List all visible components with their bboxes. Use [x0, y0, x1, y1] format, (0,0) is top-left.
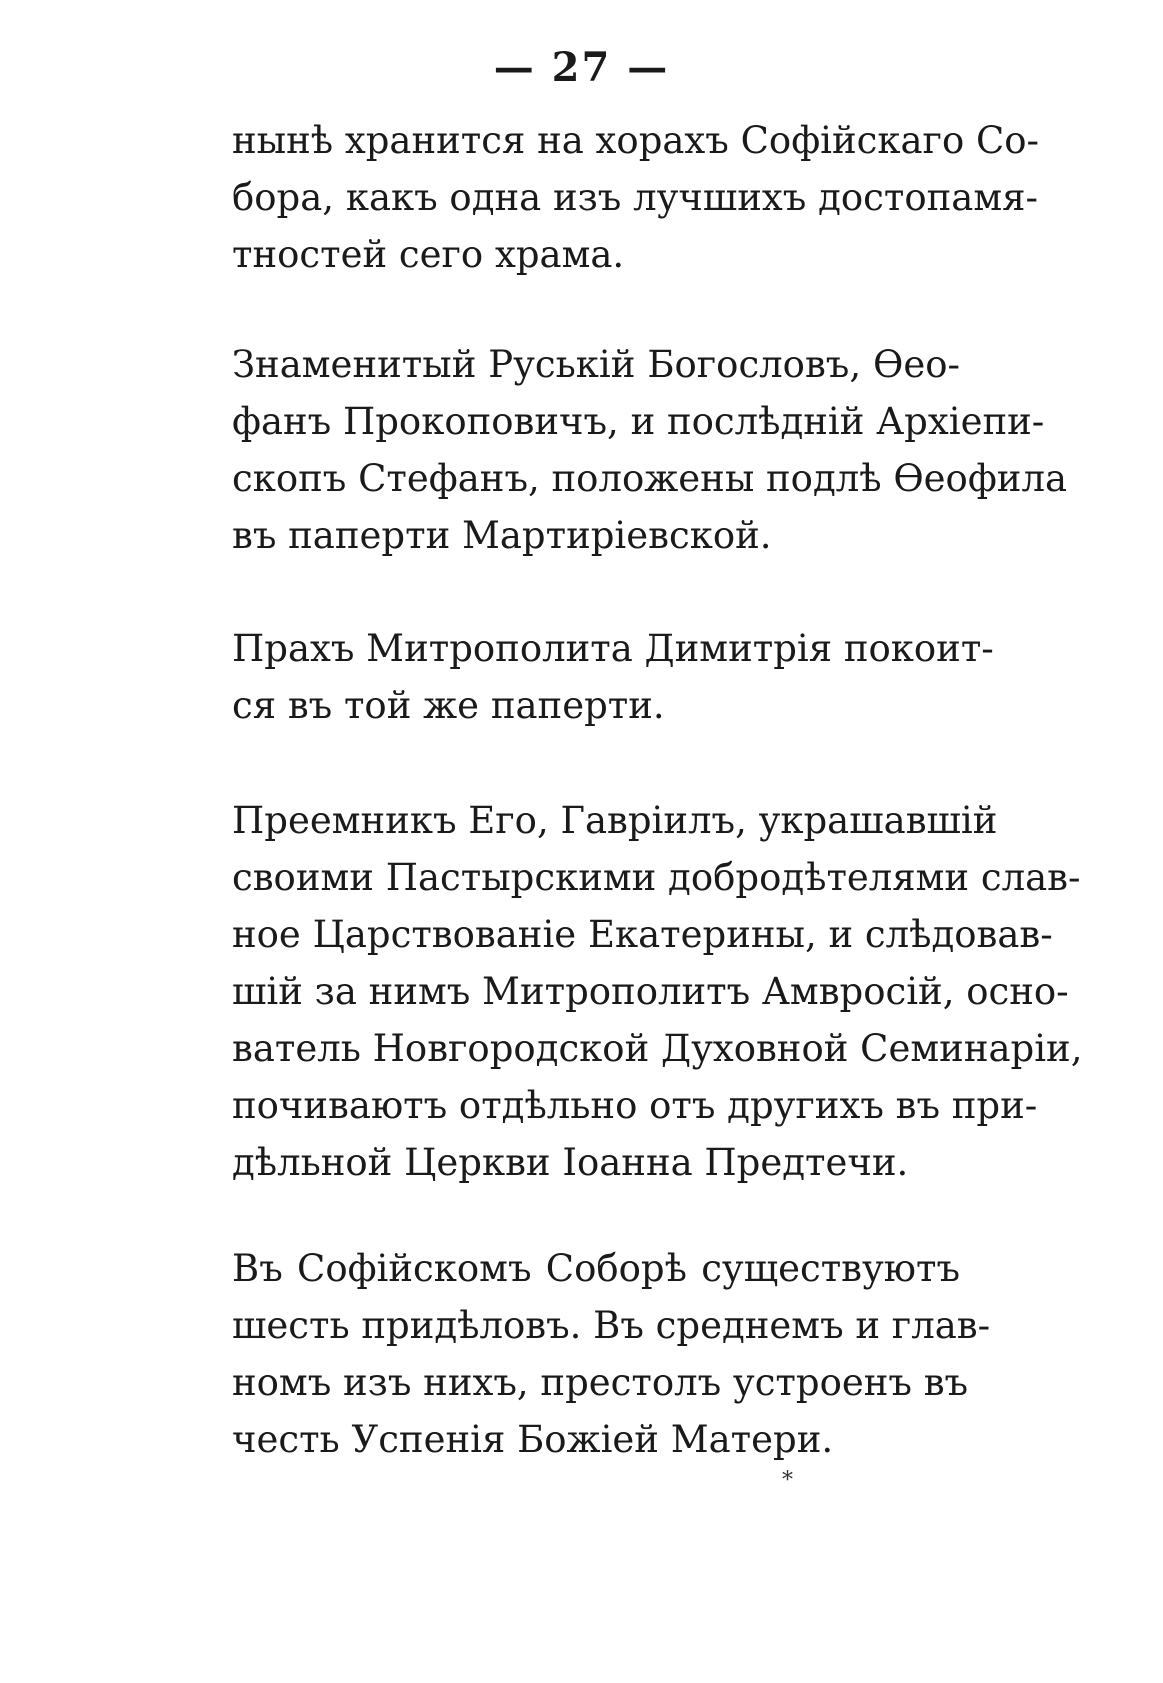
page-number: — 27 —	[493, 44, 670, 91]
text-line: шій за нимъ Митрополитъ Амвросій, осно-	[232, 970, 1069, 1013]
text-line: нынѣ хранится на хорахъ Софійскаго Со-	[232, 119, 1040, 162]
text-line: почиваютъ отдѣльно отъ другихъ въ при-	[232, 1084, 1038, 1127]
text-line: бора, какъ одна изъ лучшихъ достопамя-	[232, 176, 1038, 219]
text-line: ся въ той же паперти.	[232, 684, 665, 727]
text-line: въ паперти Мартиріевской.	[232, 514, 772, 557]
text-line: Знаменитый Руській Богословъ, Ѳео-	[232, 343, 960, 386]
text-line: шесть придѣловъ. Въ среднемъ и глав-	[232, 1304, 991, 1347]
paragraph-2	[232, 336, 1068, 564]
paragraph-1	[232, 112, 1040, 283]
paragraph-3	[232, 620, 994, 734]
text-line: ватель Новгородской Духовной Семинаріи,	[232, 1027, 1083, 1070]
paragraph-5	[232, 1240, 991, 1468]
text-line: дѣльной Церкви Іоанна Предтечи.	[232, 1141, 909, 1184]
text-line: честь Успенія Божіей Матери.	[232, 1418, 834, 1461]
text-line: Въ Софійскомъ Соборѣ существуютъ	[232, 1247, 960, 1290]
text-line: тностей сего храма.	[232, 233, 625, 276]
text-line: своими Пастырскими добродѣтелями слав-	[232, 856, 1081, 899]
text-line: номъ изъ нихъ, престолъ устроенъ въ	[232, 1361, 969, 1404]
text-line: фанъ Прокоповичъ, и послѣдній Архіепи-	[232, 400, 1045, 443]
text-line: Преемникъ Его, Гавріилъ, украшавшій	[232, 799, 998, 842]
footer-mark: *	[782, 1468, 793, 1493]
text-line: скопъ Стефанъ, положены подлѣ Ѳеофила	[232, 457, 1068, 500]
paragraph-4	[232, 792, 1083, 1191]
text-line: Прахъ Митрополита Димитрія покоит-	[232, 627, 994, 670]
text-line: ное Царствованіе Екатерины, и слѣдовав-	[232, 913, 1053, 956]
